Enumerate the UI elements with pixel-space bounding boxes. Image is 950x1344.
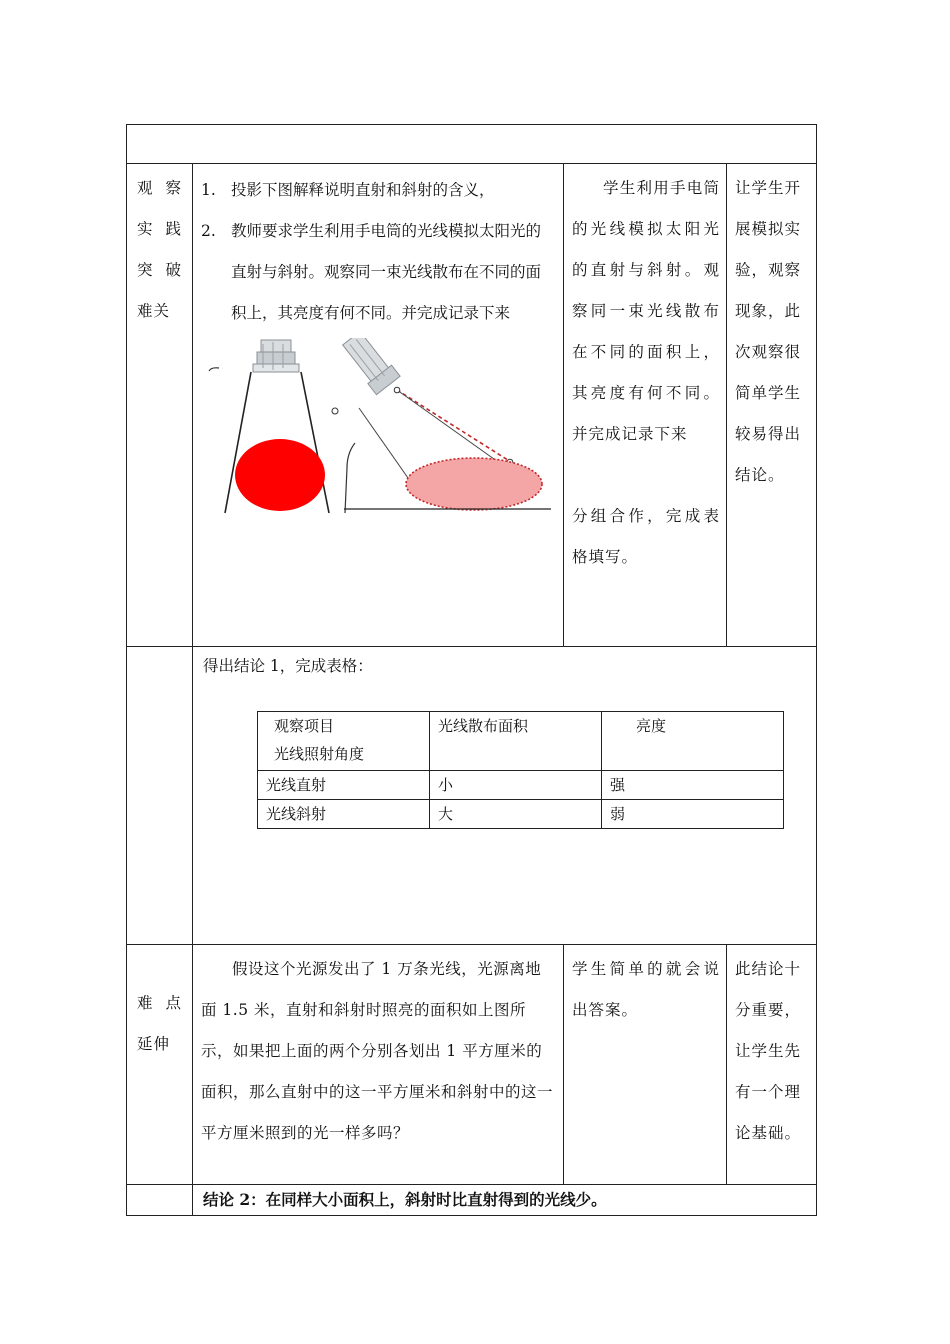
section3-label-cell	[127, 945, 193, 1185]
table-header-row	[258, 712, 784, 771]
conclusion2-row	[127, 1185, 817, 1216]
oblique-flashlight	[340, 338, 401, 395]
direct-light-spot	[235, 439, 325, 511]
empty-header-row	[127, 125, 817, 164]
extension-intent-cell: 此结论十分重要，让学生先有一个理论基础。	[727, 945, 817, 1185]
design-intent-cell: 让学生开展模拟实验，观察现象，此次观察很简单学生较易得出结论。	[727, 164, 817, 647]
table-row: 光线斜射 大 弱	[258, 800, 784, 829]
conclusion2-text: 结论 2：在同样大小面积上，斜射时比直射得到的光线少。	[203, 1190, 607, 1209]
student-answer-cell: 学生简单的就会说出答案。	[564, 945, 727, 1185]
conclusion1-cell	[193, 647, 817, 945]
direct-oblique-illustration	[201, 338, 556, 568]
conclusion1-heading: 得出结论 1，完成表格：	[203, 657, 373, 675]
question-cell: 假设这个光源发出了 1 万条光线，光源离地面 1.5 米，直射和斜射时照亮的面积如上图所示，如果把上面的两个分别各划出 1 平方厘米的面积，那么直射中的这一平方厘米和斜射中的这一平方厘米照到的光一样多吗？	[193, 945, 564, 1185]
conclusion1-row	[127, 647, 817, 945]
header-area: 光线散布面积	[430, 712, 602, 771]
direct-flashlight	[253, 340, 299, 372]
section1-label-cell	[127, 164, 193, 647]
oblique-light-spot	[406, 458, 542, 510]
observation-row	[127, 164, 817, 647]
section1-label: 观 察 实 践 突 破 难关	[137, 179, 182, 320]
lesson-plan-table	[126, 124, 817, 1216]
header-item-angle: 观察项目 光线照射角度	[258, 712, 430, 771]
section3-label: 难 点 延 伸	[137, 994, 182, 1053]
extension-row	[127, 945, 817, 1185]
teacher-activity-cell	[193, 164, 564, 647]
list-item: 2. 教师要求学生利用手电筒的光线模拟太阳光的直射与斜射。观察同一束光线散布在不同的面积上，其亮度有何不同。并完成记录下来	[201, 222, 542, 322]
observation-record-table	[257, 711, 784, 829]
table-row: 光线直射 小 强	[258, 771, 784, 800]
student-activity-cell: 学生利用手电筒的光线模拟太阳光的直射与斜射。观察同一束光线散布在不同的面积上，其亮度有何不同。并完成记录下来 分组合作，完成表格填写。	[564, 164, 727, 647]
header-brightness: 亮度	[602, 712, 784, 771]
light-figures	[201, 338, 555, 568]
list-item: 1. 投影下图解释说明直射和斜射的含义，	[201, 181, 495, 199]
